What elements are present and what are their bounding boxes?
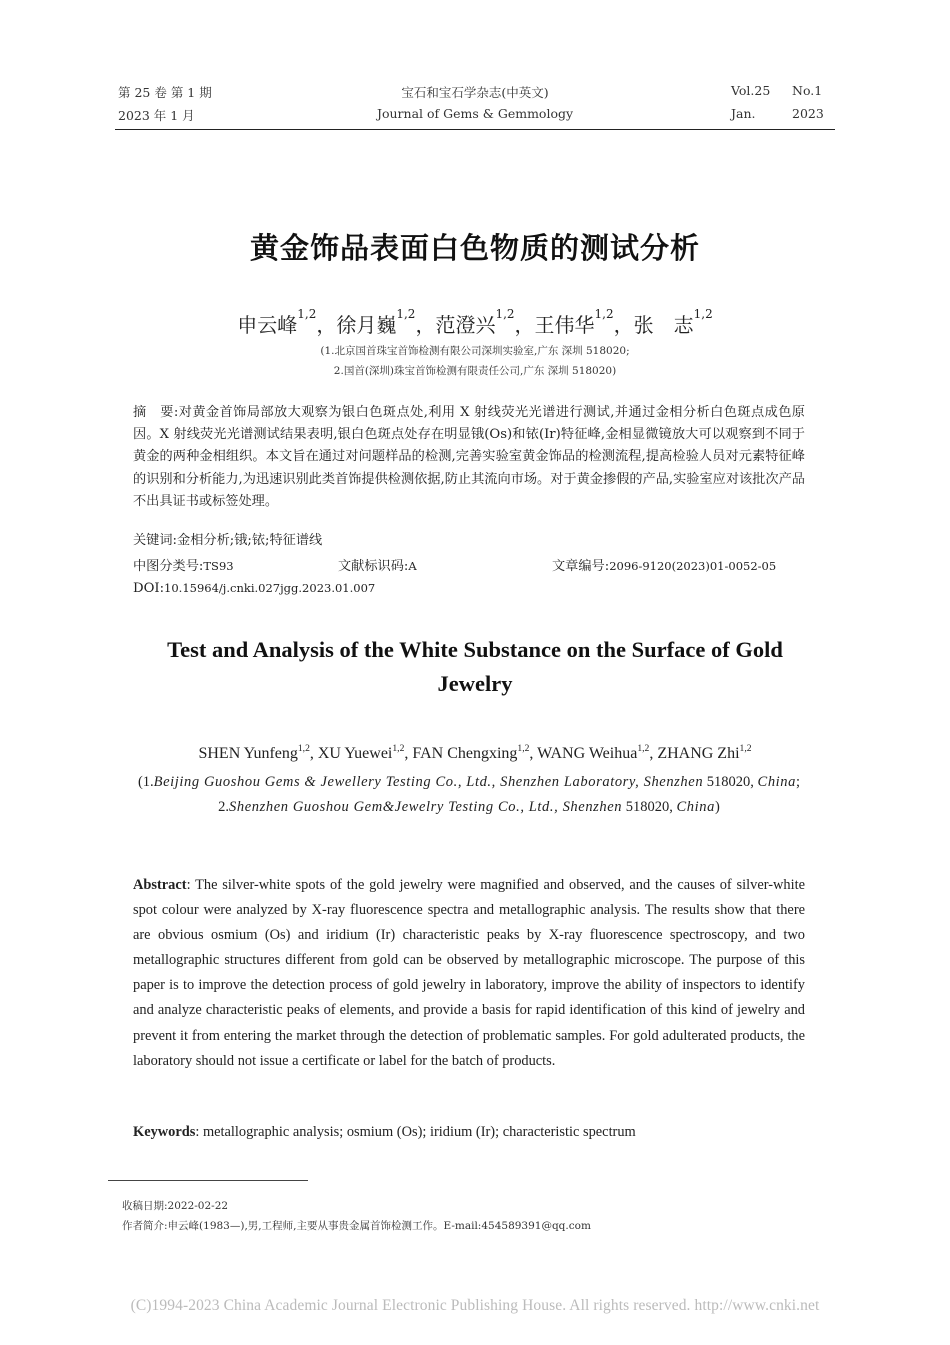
abstract-cn <box>133 402 805 513</box>
author-cn: 范澄兴$^{1,2}$ <box>435 307 515 337</box>
abstract-en <box>133 873 805 1074</box>
document-code: 文献标识码:A <box>338 559 417 574</box>
affiliations-en: (1.Beijing Guoshou Gems & Jewellery Testing Co., Ltd., Shenzhen Laboratory, Shenzhen 518020, China; 2.Shenzhen Guoshou Gem&Jewelry Testing Co., Ltd., Shenzhen 518020, China) <box>137 774 801 815</box>
affiliation-cn-1: (1.北京国首珠宝首饰检测有限公司深圳实验室,广东 深圳 518020; <box>320 345 630 357</box>
author-en: WANG Weihua$^{1,2}$ <box>537 743 650 762</box>
affiliation-cn-2: 2.国首(深圳)珠宝首饰检测有限责任公司,广东 深圳 518020) <box>333 365 617 377</box>
abstract-cn-text: 对黄金首饰局部放大观察为银白色斑点处,利用 X 射线荧光光谱进行测试,并通过金相分析白色斑点成色原因。X 射线荧光光谱测试结果表明,银白色斑点处存在明显锇(Os)和铱(Ir)特征峰,金相显微镜放大可以观察到不同于黄金的两种金相组织。本文旨在通过对问题样品的检测,完善实验室黄金饰品的检测流程,提高检验人员对元素特征峰的识别和分析能力,为迅速识别此类首饰提供检测依据,防止其流向市场。对于黄金掺假的产品,实验室应对该批次产品不出具证书或标签处理。 <box>133 405 805 509</box>
author-bio: 作者简介:申云峰(1983—),男,工程师,主要从事贵金属首饰检测工作。E-mail:454589391@qq.com <box>122 1220 591 1232</box>
journal-name-cn: 宝石和宝石学杂志(中英文) <box>401 85 549 100</box>
author-en: ZHANG Zhi$^{1,2}$ <box>657 743 752 762</box>
author-cn: 王伟华$^{1,2}$ <box>534 307 614 337</box>
issue-date: 2023 年 1 月 <box>118 108 195 123</box>
author-en: SHEN Yunfeng$^{1,2}$ <box>198 743 310 762</box>
month-en: Jan. <box>731 106 756 121</box>
keywords-en-label: Keywords <box>133 1124 196 1140</box>
keywords-cn-text: 金相分析;锇;铱;特征谱线 <box>177 533 323 548</box>
author-cn: 徐月巍$^{1,2}$ <box>336 307 416 337</box>
article-number: 文章编号:2096-9120(2023)01-0052-05 <box>552 559 777 574</box>
author-cn: 申云峰$^{1,2}$ <box>237 307 317 337</box>
keywords-cn <box>133 529 322 548</box>
author-list-en: SHEN Yunfeng$^{1,2}$, XU Yuewei$^{1,2}$, FAN Chengxing$^{1,2}$, WANG Weihua$^{1,2}$, ZHANG Zhi$^{1,2}$ <box>198 743 752 762</box>
keywords-cn-label: 关键词: <box>133 533 178 548</box>
footnote-divider <box>108 1180 308 1181</box>
received-date: 收稿日期:2022-02-22 <box>122 1200 229 1212</box>
volume-en: Vol.25 <box>731 83 771 98</box>
header-divider <box>115 129 835 130</box>
author-cn: 张 志$^{1,2}$ <box>633 307 713 337</box>
author-list-cn: 申云峰$^{1,2}$，徐月巍$^{1,2}$，范澄兴$^{1,2}$，王伟华$^{1,2}$，张 志$^{1,2}$ <box>237 307 713 337</box>
clc-number: 中图分类号:TS93 <box>133 559 234 574</box>
copyright-notice: (C)1994-2023 China Academic Journal Electronic Publishing House. All rights reserved. http://www.cnki.net <box>130 1297 820 1314</box>
author-en: FAN Chengxing$^{1,2}$ <box>412 743 530 762</box>
article-title-en: Test and Analysis of the White Substance on the Surface of Gold Jewelry <box>167 637 783 696</box>
issue-no-en: No.1 <box>792 83 823 98</box>
keywords-en-text: : metallographic analysis; osmium (Os); iridium (Ir); characteristic spectrum <box>195 1124 636 1140</box>
year-en: 2023 <box>792 106 824 121</box>
journal-name-en: Journal of Gems & Gemmology <box>376 106 574 121</box>
doi: DOI:10.15964/j.cnki.027jgg.2023.01.007 <box>133 581 376 596</box>
abstract-cn-label: 摘 要: <box>133 405 179 420</box>
article-title-cn: 黄金饰品表面白色物质的测试分析 <box>249 231 700 265</box>
author-en: XU Yuewei$^{1,2}$ <box>317 743 405 762</box>
abstract-en-text: : The silver-white spots of the gold jewelry were magnified and observed, and the causes of silver-white spot colour were analyzed by X-ray fluorescence spectra and metallographic analysis. The results show that there are obvious osmium (Os) and iridium (Ir) characteristic peaks by X-ray fluorescence spectroscopy, and two metallographic structures different from gold can be observed by metallographic microscope. The purpose of this paper is to improve the detection process of gold jewelry in laboratory, improve the ability of inspectors to identify and analyze characteristic peaks of elements, and provide a basis for rapid identification of this kind of jewelry and prevent it from entering the market through the detection of problematic samples. For gold adulterated products, the laboratory should not issue a certificate or label for the batch of products. <box>133 877 805 1069</box>
abstract-en-label: Abstract <box>133 877 187 893</box>
volume-issue: 第 25 卷 第 1 期 <box>118 85 212 100</box>
keywords-en <box>133 1124 636 1141</box>
